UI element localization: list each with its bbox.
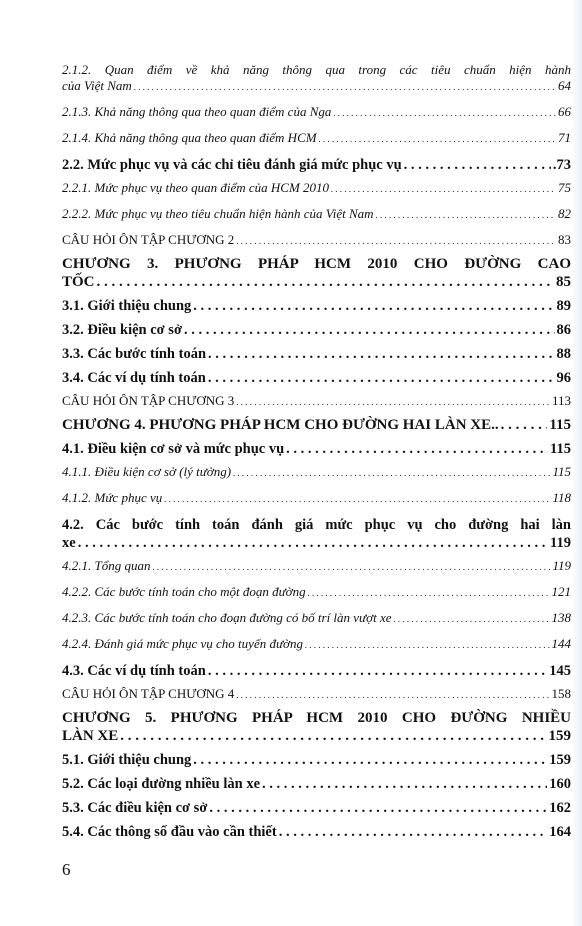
dot-leader bbox=[236, 686, 549, 703]
toc-entry-page: 138 bbox=[551, 610, 571, 625]
toc-entry-title: 5.4. Các thông số đầu vào cần thiết bbox=[62, 824, 277, 840]
dot-leader bbox=[376, 206, 556, 223]
dot-leader bbox=[134, 78, 556, 95]
dot-leader bbox=[501, 416, 548, 434]
toc-entry-title: CÂU HỎI ÔN TẬP CHƯƠNG 4 bbox=[62, 686, 235, 701]
dot-leader bbox=[262, 775, 547, 793]
toc-entry-title: 5.1. Giới thiệu chung bbox=[62, 752, 192, 768]
toc-entry-page: 89 bbox=[556, 298, 571, 314]
toc-entry-page: 88 bbox=[556, 346, 571, 362]
toc-entry-page: 145 bbox=[549, 663, 571, 679]
toc-entry bbox=[62, 799, 571, 817]
toc-entry-title: 3.1. Giới thiệu chung bbox=[62, 298, 192, 314]
dot-leader bbox=[209, 799, 547, 817]
toc-entry-title-line1: 2.1.2. Quan điểm về khả năng thông qua trong các tiêu chuẩn hiện hành bbox=[62, 62, 571, 77]
toc-entry bbox=[62, 709, 571, 745]
toc-entry-page: 121 bbox=[551, 584, 571, 599]
toc-entry-page: 162 bbox=[549, 800, 571, 816]
dot-leader bbox=[236, 232, 556, 249]
toc-entry-title: 2.2.1. Mức phục vụ theo quan điểm của HCM 2010 bbox=[62, 180, 330, 195]
toc-entry-page: 159 bbox=[548, 728, 571, 744]
toc-entry-page: 119 bbox=[550, 535, 571, 551]
toc-entry-title-line2: LÀN XE bbox=[62, 728, 119, 744]
toc-entry bbox=[62, 584, 571, 601]
toc-entry bbox=[62, 345, 571, 363]
toc-entry-page: 158 bbox=[551, 686, 571, 701]
toc-entry-page: 115 bbox=[552, 464, 571, 479]
toc-entry bbox=[62, 369, 571, 387]
toc-entry-page: 144 bbox=[551, 636, 571, 651]
toc-entry bbox=[62, 393, 571, 410]
dot-leader bbox=[152, 558, 550, 575]
toc-entry-title: 4.1. Điều kiện cơ sở và mức phục vụ bbox=[62, 441, 285, 457]
dot-leader bbox=[193, 297, 554, 315]
toc-entry-page: 64 bbox=[558, 78, 571, 93]
toc-entry bbox=[62, 104, 571, 121]
toc-entry bbox=[62, 206, 571, 223]
dot-leader bbox=[184, 321, 555, 339]
toc-entry-title-line2: TỐC bbox=[62, 274, 95, 290]
dot-leader bbox=[208, 662, 547, 680]
toc-entry bbox=[62, 662, 571, 680]
toc-entry-title: 2.2. Mức phục vụ và các chỉ tiêu đánh giá mức phục vụ bbox=[62, 157, 402, 173]
dot-leader bbox=[404, 156, 551, 174]
dot-leader bbox=[164, 490, 550, 507]
toc-entry-page: 160 bbox=[549, 776, 571, 792]
toc-entry bbox=[62, 464, 571, 481]
toc-entry-page: 82 bbox=[558, 206, 571, 221]
dot-leader bbox=[236, 393, 550, 410]
toc-entry bbox=[62, 130, 571, 147]
toc-entry-title: 2.2.2. Mức phục vụ theo tiêu chuẩn hiện hành của Việt Nam bbox=[62, 206, 374, 221]
toc-entry bbox=[62, 180, 571, 197]
toc-entry-title-line1: CHƯƠNG 5. PHƯƠNG PHÁP HCM 2010 CHO ĐƯỜNG NHIỀU bbox=[62, 710, 571, 726]
toc-entry-page: 71 bbox=[558, 130, 571, 145]
toc-entry bbox=[62, 416, 571, 434]
page-number: 6 bbox=[62, 860, 71, 879]
toc-entry bbox=[62, 775, 571, 793]
toc-entry-title: 4.2.1. Tổng quan bbox=[62, 558, 151, 573]
toc-entry-page: 75 bbox=[558, 180, 571, 195]
toc-entry-page: 118 bbox=[552, 490, 571, 505]
page-edge-shadow bbox=[572, 0, 582, 926]
toc-entry bbox=[62, 823, 571, 841]
dot-leader bbox=[394, 610, 550, 627]
dot-leader bbox=[279, 823, 548, 841]
dot-leader bbox=[319, 130, 556, 147]
toc-entry-title-line1: 4.2. Các bước tính toán đánh giá mức phục vụ cho đường hai làn bbox=[62, 517, 571, 533]
toc-entry-page: 85 bbox=[556, 274, 571, 290]
toc-entry bbox=[62, 255, 571, 291]
toc-entry-page: .73 bbox=[552, 157, 571, 173]
toc-entry-page: 66 bbox=[558, 104, 571, 119]
toc-entry-title: CHƯƠNG 4. PHƯƠNG PHÁP HCM CHO ĐƯỜNG HAI LÀN XE.. bbox=[62, 417, 499, 433]
dot-leader bbox=[331, 180, 556, 197]
dot-leader bbox=[120, 727, 546, 745]
toc-entry-page: 159 bbox=[549, 752, 571, 768]
toc-entry-title: 4.2.2. Các bước tính toán cho một đoạn đường bbox=[62, 584, 306, 599]
toc-entry-title: 4.3. Các ví dụ tính toán bbox=[62, 663, 206, 679]
toc-entry bbox=[62, 751, 571, 769]
toc-entry-page: 113 bbox=[551, 393, 571, 408]
toc-entry-title: 5.2. Các loại đường nhiều làn xe bbox=[62, 776, 261, 792]
toc-entry bbox=[62, 558, 571, 575]
toc-entry-page: 83 bbox=[558, 232, 571, 247]
dot-leader bbox=[233, 464, 550, 481]
dot-leader bbox=[97, 273, 554, 291]
toc-entry bbox=[62, 686, 571, 703]
toc-entry bbox=[62, 636, 571, 653]
dot-leader bbox=[286, 440, 548, 458]
toc-entry-title: 3.2. Điều kiện cơ sở bbox=[62, 322, 182, 338]
toc-entry-title: 3.4. Các ví dụ tính toán bbox=[62, 370, 206, 386]
toc-entry bbox=[62, 156, 571, 174]
toc-entry-page: 164 bbox=[549, 824, 571, 840]
toc-entry-title: 4.1.2. Mức phục vụ bbox=[62, 490, 163, 505]
toc-entry-title: CÂU HỎI ÔN TẬP CHƯƠNG 2 bbox=[62, 232, 235, 247]
toc-entry-title: 4.2.4. Đánh giá mức phục vụ cho tuyến đường bbox=[62, 636, 303, 651]
toc-entry-title: 3.3. Các bước tính toán bbox=[62, 346, 207, 362]
dot-leader bbox=[208, 369, 555, 387]
toc-entry-title: 2.1.3. Khả năng thông qua theo quan điểm của Nga bbox=[62, 104, 332, 119]
toc-entry-title: 5.3. Các điều kiện cơ sở bbox=[62, 800, 208, 816]
toc-entry bbox=[62, 516, 571, 552]
dot-leader bbox=[193, 751, 547, 769]
toc-entry-page: 115 bbox=[549, 417, 571, 433]
toc-entry-title-line2: của Việt Nam bbox=[62, 78, 132, 93]
toc-entry-title-line1: CHƯƠNG 3. PHƯƠNG PHÁP HCM 2010 CHO ĐƯỜNG CAO bbox=[62, 256, 571, 272]
dot-leader bbox=[78, 534, 548, 552]
toc-entry-title: CÂU HỎI ÔN TẬP CHƯƠNG 3 bbox=[62, 393, 235, 408]
dot-leader bbox=[305, 636, 550, 653]
toc-entry bbox=[62, 321, 571, 339]
toc-entry bbox=[62, 490, 571, 507]
table-of-contents bbox=[62, 62, 571, 847]
toc-entry-page: 96 bbox=[556, 370, 571, 386]
toc-entry bbox=[62, 62, 571, 95]
dot-leader bbox=[208, 345, 554, 363]
toc-entry bbox=[62, 610, 571, 627]
toc-entry-page: 119 bbox=[552, 558, 571, 573]
toc-entry-page: 115 bbox=[550, 441, 571, 457]
dot-leader bbox=[308, 584, 550, 601]
toc-entry-title: 4.2.3. Các bước tính toán cho đoạn đường có bố trí làn vượt xe bbox=[62, 610, 392, 625]
toc-entry bbox=[62, 297, 571, 315]
toc-entry-title: 4.1.1. Điều kiện cơ sở (lý tưởng) bbox=[62, 464, 232, 479]
dot-leader bbox=[333, 104, 556, 121]
toc-entry-title-line2: xe bbox=[62, 535, 76, 551]
toc-entry-title: 2.1.4. Khả năng thông qua theo quan điểm HCM bbox=[62, 130, 317, 145]
toc-entry bbox=[62, 232, 571, 249]
toc-entry-page: 86 bbox=[556, 322, 571, 338]
toc-entry bbox=[62, 440, 571, 458]
